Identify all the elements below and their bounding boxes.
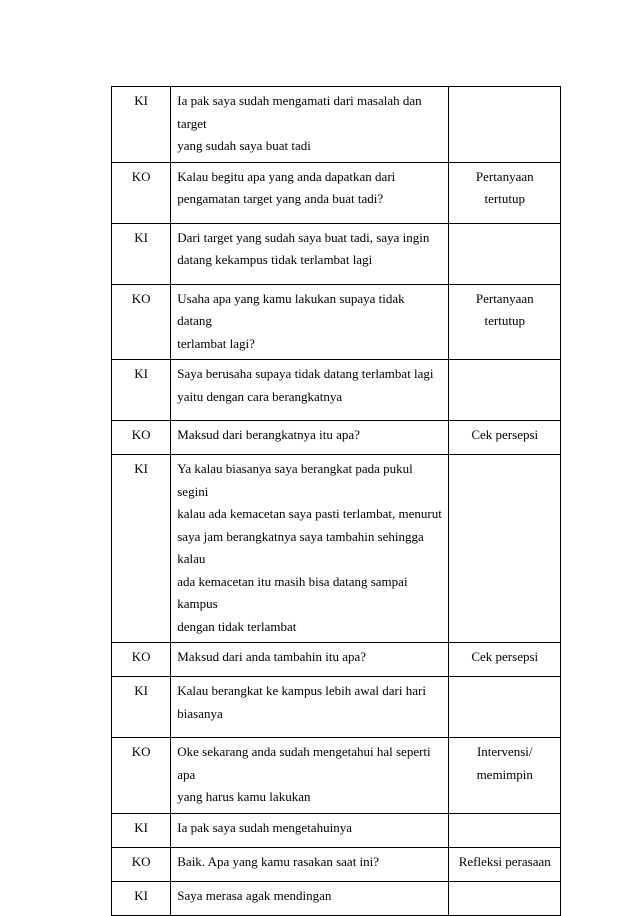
utterance-line: Ia pak saya sudah mengamati dari masalah dan target [177,93,422,131]
utterance-line: yang sudah saya buat tadi [177,138,311,153]
utterance-cell [171,87,449,163]
table-row [112,455,561,643]
note-cell [449,677,561,738]
utterance-cell [171,455,449,643]
note-cell [449,87,561,163]
utterance-cell [171,643,449,677]
note-cell [449,455,561,643]
table-row [112,738,561,814]
speaker-cell: KO [112,847,171,881]
utterance-cell [171,162,449,223]
table-row [112,643,561,677]
note-cell [449,881,561,915]
utterance-cell [171,284,449,360]
utterance-cell [171,813,449,847]
table-row [112,813,561,847]
speaker-cell: KO [112,162,171,223]
note-line: Pertanyaan [475,290,534,306]
utterance-line: Ya kalau biasanya saya berangkat pada pukul segini [177,461,413,499]
speaker-cell: KI [112,360,171,421]
utterance-cell [171,847,449,881]
utterance-cell [171,360,449,421]
note-line: Pertanyaan [475,168,534,184]
note-cell [449,162,561,223]
speaker-cell: KI [112,455,171,643]
utterance-line: datang kekampus tidak terlambat lagi [177,252,373,267]
speaker-cell: KI [112,87,171,163]
table-row [112,421,561,455]
dialogue-table [111,86,561,916]
utterance-line: Saya berusaha supaya tidak datang terlambat lagi [177,366,434,381]
utterance-cell [171,738,449,814]
note-cell [449,421,561,455]
utterance-line: Kalau begitu apa yang anda dapatkan dari [177,168,396,184]
utterance-cell [171,421,449,455]
utterance-line: biasanya [177,705,223,721]
speaker-cell: KO [112,738,171,814]
speaker-cell: KI [112,813,171,847]
speaker-cell: KI [112,677,171,738]
note-cell [449,847,561,881]
utterance-line: kalau ada kemacetan saya pasti terlambat, menurut [177,506,442,521]
utterance-line: Ia pak saya sudah mengetahuinya [177,819,352,835]
utterance-line: Maksud dari anda tambahin itu apa? [177,649,367,664]
table-row [112,284,561,360]
utterance-line: yaitu dengan cara berangkatnya [177,388,343,404]
utterance-line: Kalau berangkat ke kampus lebih awal dari hari [177,683,426,698]
table-row [112,677,561,738]
utterance-cell [171,677,449,738]
note-line: Refleksi perasaan [458,853,551,869]
note-line: memimpin [476,766,533,782]
table-row [112,847,561,881]
utterance-cell [171,223,449,284]
note-line: tertutup [484,191,525,206]
utterance-line: ada kemacetan itu masih bisa datang sampai kampus [177,573,408,611]
utterance-line: pengamatan target yang anda buat tadi? [177,191,384,206]
note-line: Intervensi/ [476,744,533,759]
note-cell [449,223,561,284]
note-cell [449,360,561,421]
table-row [112,87,561,163]
utterance-line: Oke sekarang anda sudah mengetahui hal seperti apa [177,744,431,782]
note-line: Cek persepsi [471,427,539,442]
note-cell [449,813,561,847]
utterance-line: Dari target yang sudah saya buat tadi, saya ingin [177,229,430,245]
utterance-line: saya jam berangkatnya saya tambahin sehingga kalau [177,528,424,566]
note-cell [449,738,561,814]
utterance-line: Saya merasa agak mendingan [177,887,332,903]
speaker-cell: KI [112,881,171,915]
table-row [112,223,561,284]
utterance-line: Baik. Apa yang kamu rasakan saat ini? [177,853,380,869]
utterance-line: terlambat lagi? [177,335,255,351]
table-row [112,881,561,915]
speaker-cell: KI [112,223,171,284]
table-row [112,162,561,223]
utterance-line: yang harus kamu lakukan [177,789,311,804]
speaker-cell: KO [112,284,171,360]
speaker-cell: KO [112,421,171,455]
note-line: tertutup [484,313,525,328]
note-cell [449,284,561,360]
utterance-line: Maksud dari berangkatnya itu apa? [177,427,360,442]
table-row [112,360,561,421]
utterance-line: Usaha apa yang kamu lakukan supaya tidak datang [177,290,405,328]
utterance-cell [171,881,449,915]
utterance-line: dengan tidak terlambat [177,618,297,634]
note-line: Cek persepsi [471,649,539,664]
note-cell [449,643,561,677]
speaker-cell: KO [112,643,171,677]
